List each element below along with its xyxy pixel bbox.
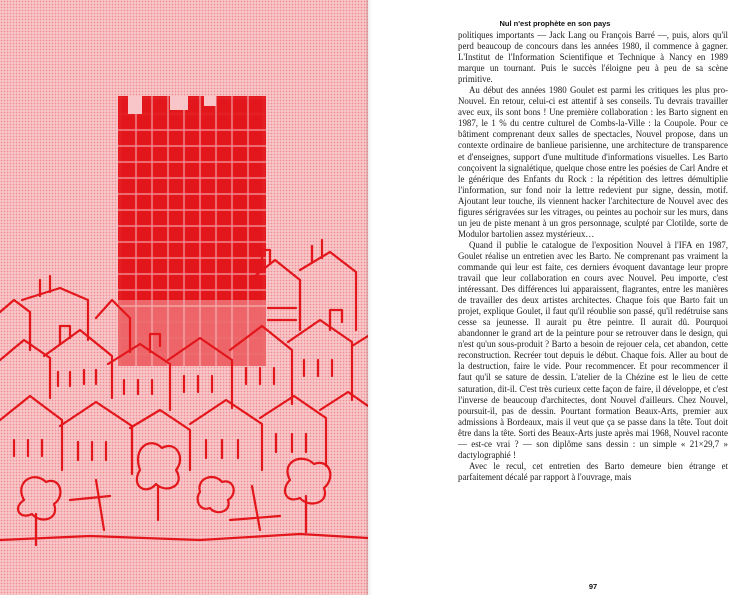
running-head: Nul n'est prophète en son pays [499,19,611,28]
page-number: 97 [588,582,598,591]
tower-block [118,96,266,366]
paragraph: Quand il publie le catalogue de l'exposition Nouvel à l'IFA en 1987, Goulet réalise un entretien avec les Barto. Ne comprenant pas vraiment la commande qui leur est faite, ces derniers évoquent davantage leur propre travail que leur collaboration en cours avec Nouvel. Peu importe, c'est intéressant. Des différences lui apparaissent, flagrantes, entre les manières de travailler des deux artistes architectes. Chaque fois que Barto fait un projet, explique Goulet, il faut qu'il réoublie son passé, qu'il redétruise sans cesse sa jeunesse. Il aurait pu être peintre. Il aurait dû. Pourquoi abandonner le grand art de la peinture pour se retrouver dans le design, qui n'est qu'un sous-produit ? Barto a besoin de rejouer cela, cet abandon, cette reconstruction. Recréer tout depuis le début. Chaque fois. Aller au bout de la destruction, faire le vide. Pour recommencer. Et pour recommencer il faut qu'il se sature de dessin. L'atelier de la Chézine est le lieu de cette saturation, dit-il. C'est très curieux cette façon de faire, il développe, et c'est l'inverse de beaucoup d'architectes, dont Nouvel d'ailleurs. Chez Nouvel, poursuit-il, pas de dessin. Pourtant formation Beaux-Arts, premier aux admissions à Bordeaux, mais il veut que ça se passe dans la tête. Tout doit être dans la tête. Sorti des Beaux-Arts juste après mai 1968, Nouvel raconte — est-ce vrai ? — son diplôme sans dessin : un simple « 21×29,7 » dactylographié ! [458,239,728,460]
paragraph: politiques importants — Jack Lang ou François Barré —, puis, alors qu'il perd beaucoup de concours dans les années 1980, il commence à gagner. L'Institut de l'Information Scientifique et Technique à Nancy en 1989 marque un tournant. Puis le succès l'éloigne peu à peu de sa scène primitive. [458,30,728,85]
body-text [458,30,728,483]
illustration-page [0,0,368,595]
text-page [372,0,737,595]
paragraph: Avec le recul, cet entretien des Barto demeure bien étrange et parfaitement décalé par rapport à l'ouvrage, mais [458,460,728,482]
paragraph: Au début des années 1980 Goulet est parmi les critiques les plus pro-Nouvel. En retour, celui-ci est attentif à ses conseils. Tu devrais travailler avec eux, ils sont bons ! Une première collaboration : les Barto signent en 1987, le 1 % du centre culturel de Combs-la-Ville : la Coupole. Pour ce bâtiment comprenant deux salles de spectacles, Nouvel propose, dans un contexte ordinaire de banlieue parisienne, une architecture de transparence et d'enseignes, support d'une multitude d'informations visuelles. Les Barto conçoivent la signalétique, quelque chose entre les poésies de Carl Andre et le générique des Enfants du Rock : la répétition des lettres démultiplie l'information, sur fond noir la lettre redevient pur signe, dessin, motif. Ajoutant leur touche, ils viennent hacker l'architecture de Nouvel avec des figures sérigravées sur les vitrages, ou peintes au pochoir sur les murs, dans un jeu de piste menant à un gros personnage, sculpté par Clotilde, sorte de Modulor bartolien assez mystérieux… [458,85,728,239]
tower-and-rooftops-drawing [0,0,368,595]
